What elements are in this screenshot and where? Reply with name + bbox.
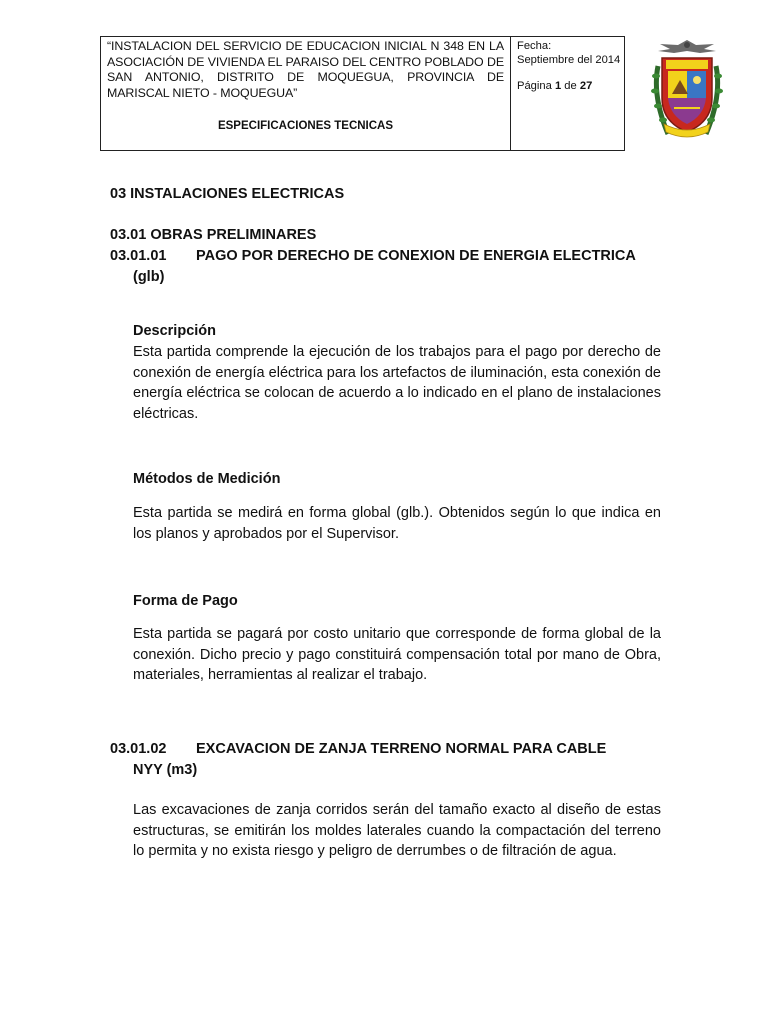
description-text: Esta partida comprende la ejecución de los trabajos para el pago por derecho de conexión de energía eléctrica para los artefactos de iluminación, esta conexión de energía eléctrica se colocan de acuerdo a lo indicado en el plano de instalaciones eléctricas. [133, 344, 661, 422]
section-030102-heading [110, 739, 661, 780]
payment-heading: Forma de Pago [133, 593, 238, 609]
section-030102-title: EXCAVACION DE ZANJA TERRENO NORMAL PARA CABLE [196, 741, 607, 757]
section-030101-heading [110, 246, 661, 287]
section-030102-code: 03.01.02 [110, 741, 167, 757]
excavation-text: Las excavaciones de zanja corridos serán del tamaño exacto al diseño de estas estructuras, se emitirán los moldes laterales cuando la compactación del terreno lo permita y no exista riesgo y peligro de derrumbes o de filtración de agua. [133, 802, 661, 860]
header-meta-cell [511, 37, 624, 150]
header-project-cell [101, 37, 511, 150]
date-label: Fecha: [517, 40, 552, 52]
coat-of-arms-icon [648, 36, 726, 144]
section-030101-title: PAGO POR DERECHO DE CONEXION DE ENERGIA ELECTRICA [196, 248, 636, 264]
date-value: Septiembre del 2014 [517, 54, 621, 66]
page-label: Página [517, 80, 552, 92]
document-header [100, 36, 625, 151]
section-0301-heading: 03.01 OBRAS PRELIMINARES [110, 227, 317, 243]
page-of: de [564, 80, 577, 92]
section-030101-code: 03.01.01 [110, 248, 167, 264]
page-total: 27 [579, 80, 593, 92]
section-030102-unit: NYY (m3) [133, 761, 198, 778]
section-030101-unit: (glb) [133, 268, 165, 285]
project-title: “INSTALACION DEL SERVICIO DE EDUCACION INICIAL N 348 EN LA ASOCIACIÓN DE VIVIENDA EL PARAISO DEL CENTRO POBLADO DE SAN ANTONIO, DISTRITO DE MOQUEGUA, PROVINCIA DE MARISCAL NIETO - MOQUEGUA” [107, 39, 504, 100]
measurement-heading: Métodos de Medición [133, 471, 281, 487]
measurement-text: Esta partida se medirá en forma global (glb.). Obtenidos según lo que indica en los planos y aprobados por el Supervisor. [133, 505, 661, 542]
page-current: 1 [554, 80, 562, 92]
page-indicator [517, 79, 624, 93]
payment-text: Esta partida se pagará por costo unitario que corresponde de forma global de la conexión. Dicho precio y pago constituirá compensación total por mano de Obra, materiales, herramientas al realizar el trabajo. [133, 626, 661, 684]
document-type: ESPECIFICACIONES TECNICAS [217, 120, 394, 132]
section-03-heading: 03 INSTALACIONES ELECTRICAS [110, 186, 345, 202]
description-heading: Descripción [133, 323, 216, 339]
